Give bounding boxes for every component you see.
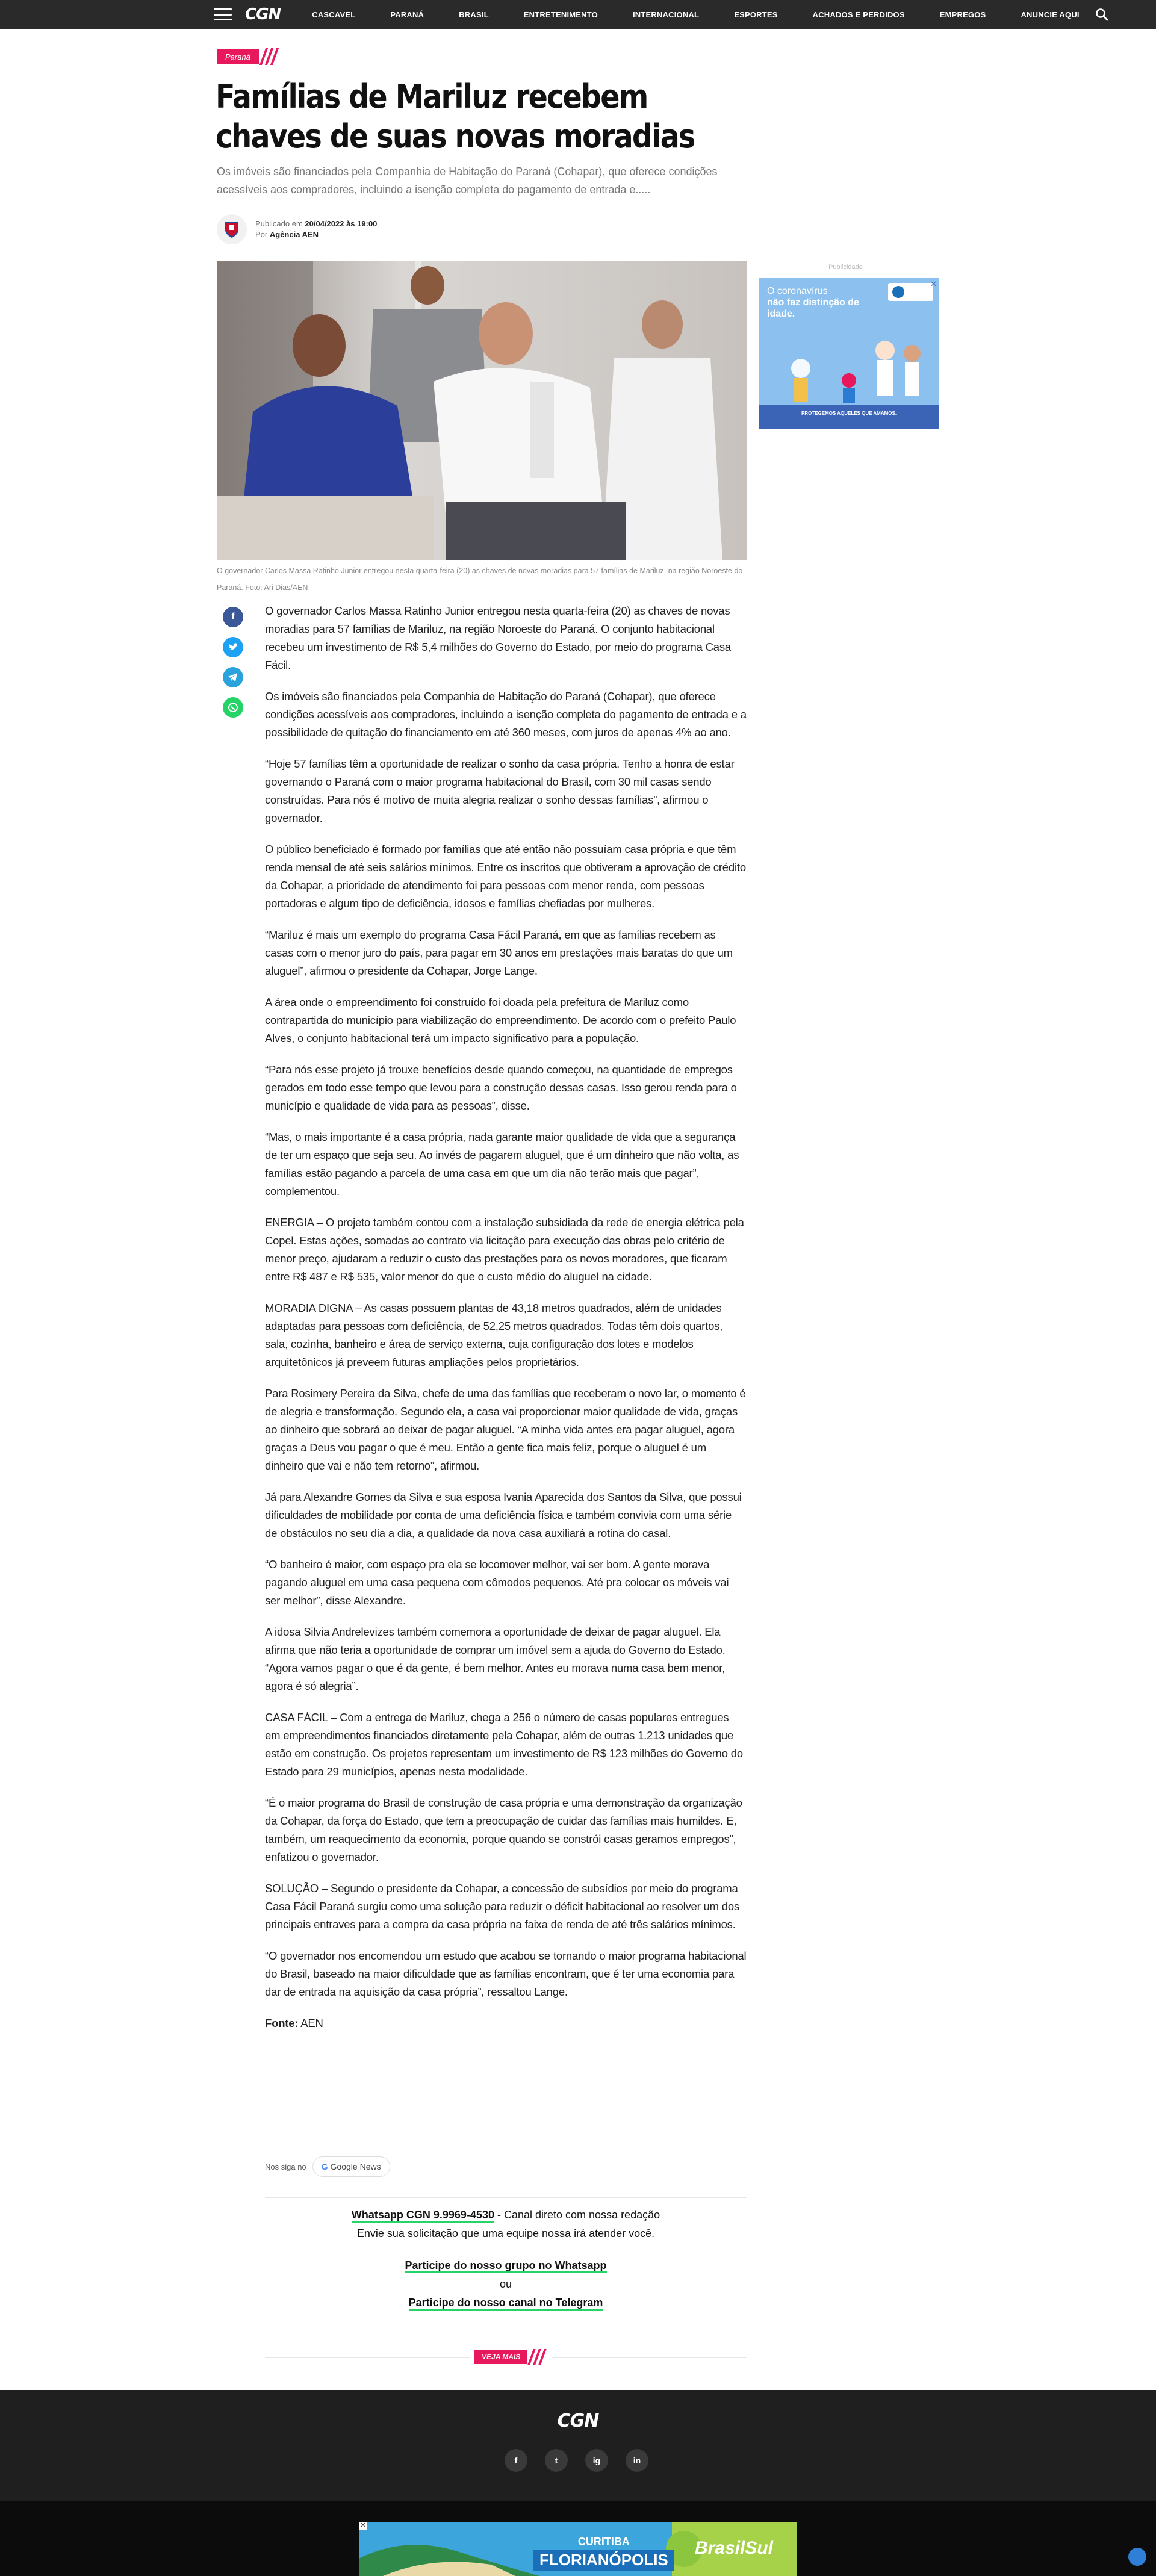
banner-brand: BrasilSul xyxy=(694,2538,773,2558)
nav-link-anuncie[interactable]: ANUNCIE AQUI xyxy=(1021,10,1080,19)
share-bar xyxy=(223,607,243,727)
category-tag[interactable] xyxy=(217,48,279,65)
source-name: AEN xyxy=(300,2017,323,2029)
article-body xyxy=(265,602,747,2046)
whatsapp-share-icon[interactable] xyxy=(223,697,243,718)
paragraph: “Para nós esse projeto já trouxe benefícios desde quando começou, na quantidade de empregos gerados em todo esse tempo que levou para a construção dessas casas. Isso gerou renda para o município e qualidade de vida para as pessoas”, disse. xyxy=(265,1063,737,1112)
ad-label: Publicidade xyxy=(828,264,863,271)
instagram-icon[interactable]: ig xyxy=(585,2449,608,2472)
nav-link-cascavel[interactable]: CASCAVEL xyxy=(312,10,356,19)
twitter-icon[interactable]: t xyxy=(545,2449,568,2472)
ad-footer: PROTEGEMOS AQUELES QUE AMAMOS. xyxy=(801,411,897,416)
paragraph: “Mas, o mais importante é a casa própria, nada garante maior qualidade de vida que a segurança de ter um espaço que seja seu. Ao invés de pagarem aluguel, que é um dinheiro que não volta, as famílias estão pagando a parcela de uma casa em que um dia não terão mais que pagar”, complementou. xyxy=(265,1131,739,1197)
twitter-share-icon[interactable] xyxy=(223,637,243,657)
paragraph: SOLUÇÃO – Segundo o presidente da Cohapar, a concessão de subsídios por meio do programa Casa Fácil Paraná surgiu como uma solução para reduzir o déficit habitacional ao resolver um dos principais entraves para a compra da casa própria na faixa de renda de até três salários mínimos. xyxy=(265,1882,740,1931)
ad-line-1: O coronavírus xyxy=(767,286,828,296)
sidebar-ad[interactable] xyxy=(759,278,939,429)
menu-icon[interactable] xyxy=(214,8,232,20)
paragraph: “É o maior programa do Brasil de construção de casa própria e uma demonstração da organização da Cohapar, da força do Estado, que tem a preocupação de cuidar das famílias mais humildes. E, também, um reaquecimento da economia, porque quando se constrói casas geramos empregos”, enfatizou o governador. xyxy=(265,1796,742,1863)
contact-cta xyxy=(265,2206,747,2312)
follow-label: Nos siga no xyxy=(265,2162,306,2171)
whatsapp-channel-text: - Canal direto com nossa redação xyxy=(494,2209,660,2221)
bottom-banner-ad[interactable] xyxy=(359,2522,797,2576)
paragraph: “O banheiro é maior, com espaço pra ela se locomover melhor, vai ser bom. A gente morava pagando aluguel em uma casa pequena com cômodos pequenos. Até pra colocar os móveis vai ser melhor”, disse Alexandre. xyxy=(265,1558,729,1607)
source-line xyxy=(265,2014,747,2032)
chat-bubble-icon[interactable] xyxy=(1128,2548,1146,2566)
cta-line-2: Envie sua solicitação que uma equipe nossa irá atender você. xyxy=(356,2227,655,2239)
author-name[interactable]: Agência AEN xyxy=(269,230,319,239)
ad-line-2: não faz distinção de idade. xyxy=(767,297,859,319)
nav-link-empregos[interactable]: EMPREGOS xyxy=(939,10,986,19)
ad-close-icon[interactable]: ✕ xyxy=(930,279,937,288)
whatsapp-group-link[interactable]: Participe do nosso grupo no Whatsapp xyxy=(405,2259,606,2273)
facebook-share-icon[interactable]: f xyxy=(223,607,243,627)
search-icon[interactable] xyxy=(1095,8,1108,21)
banner-route xyxy=(533,2536,674,2571)
nav-link-internacional[interactable]: INTERNACIONAL xyxy=(632,10,700,19)
category-stripes xyxy=(263,48,279,65)
telegram-share-icon[interactable] xyxy=(223,667,243,687)
article-subtitle: Os imóveis são financiados pela Companhia de Habitação do Paraná (Cohapar), que oferece condições acessíveis aos compradores, incluindo a isenção completa do pagamento de entrada e..... xyxy=(217,166,718,196)
author-avatar xyxy=(217,214,247,244)
google-news-label: Google News xyxy=(330,2162,381,2171)
site-footer xyxy=(0,2390,1156,2501)
banner-close-icon[interactable]: ✕ xyxy=(359,2522,367,2530)
follow-row xyxy=(265,2156,390,2177)
category-label[interactable]: Paraná xyxy=(217,49,259,64)
paragraph: “Mariluz é mais um exemplo do programa Casa Fácil Paraná, em que as famílias recebem as casas com o menor juro do país, para pagar em 30 anos em prestações mais baratas do que um aluguel”, afirmou o presidente da Cohapar, Jorge Lange. xyxy=(265,928,733,977)
whatsapp-channel-link[interactable]: Whatsapp CGN 9.9969-4530 xyxy=(352,2209,494,2223)
parana-crest-icon xyxy=(224,220,240,238)
paragraph: O público beneficiado é formado por famílias que até então não possuíam casa própria e que têm renda mensal de até seis salários mínimos. Entre os inscritos que obtiveram a aprovação de crédito da Cohapar, a prioridade de atendimento foi para pessoas com menor renda, com pessoas portadoras e algum tipo de deficiência, idosos e famílias chefiadas por mulheres. xyxy=(265,843,746,910)
byline-meta xyxy=(255,219,377,240)
source-label: Fonte: xyxy=(265,2017,299,2029)
author-label: Por xyxy=(255,230,268,239)
telegram-channel-link[interactable]: Participe do nosso canal no Telegram xyxy=(409,2297,603,2311)
linkedin-icon[interactable]: in xyxy=(626,2449,648,2472)
google-icon: G xyxy=(321,2162,328,2171)
google-news-button[interactable] xyxy=(312,2156,390,2177)
paragraph: “Hoje 57 famílias têm a oportunidade de realizar o sonho da casa própria. Tenho a honra de estar governando o Paraná com o maior programa habitacional do Brasil, com 30 mil casas sendo construídas. Para nós é motivo de muita alegria realizar o sonho dessas famílias”, afirmou o governador. xyxy=(265,757,735,824)
paragraph: A área onde o empreendimento foi construído foi doada pela prefeitura de Mariluz como contrapartida do município para viabilização do empreendimento. De acordo com o prefeito Paulo Alves, o conjunto habitacional terá um impacto significativo para a população. xyxy=(265,996,736,1044)
nav-link-achados-perdidos[interactable]: ACHADOS E PERDIDOS xyxy=(812,10,905,19)
paragraph: Para Rosimery Pereira da Silva, chefe de uma das famílias que receberam o novo lar, o momento é de alegria e transformação. Segundo ela, a casa vai proporcionar maior qualidade de vida, graças ao dinheiro que sobrará ao deixar de pagar aluguel. “A minha vida antes era pagar aluguel, agora graças a Deus vou pagar o que é meu. Então a gente fica mais feliz, porque o aluguel é um dinheiro que vai e não tem retorno”, afirmou. xyxy=(265,1387,746,1472)
top-navbar xyxy=(0,0,1156,29)
paragraph: CASA FÁCIL – Com a entrega de Mariluz, chega a 256 o número de casas populares entregues em empreendimentos financiados diretamente pela Cohapar, além de outras 1.213 unidades que estão em construção. Os projetos representam um investimento de R$ 123 milhões do Governo do Estado para 29 municípios, apenas nesta modalidade. xyxy=(265,1711,743,1778)
byline xyxy=(217,214,377,244)
veja-mais-label[interactable]: VEJA MAIS xyxy=(474,2350,527,2364)
paragraph: ENERGIA – O projeto também contou com a instalação subsidiada da rede de energia elétrica pela Copel. Estas ações, somadas ao contrato via licitação para execução das obras pelo critério de menor preço, ajudaram a reduzir o custo das prestações para os novos moradores, que ficaram entre R$ 487 e R$ 535, valor menor do que o custo médio do aluguel na cidade. xyxy=(265,1216,744,1283)
cta-or: ou xyxy=(499,2278,512,2290)
banner-line-2: FLORIANÓPOLIS xyxy=(533,2550,674,2571)
veja-mais-tag[interactable] xyxy=(470,2349,552,2365)
divider xyxy=(265,2197,747,2198)
paragraph: Já para Alexandre Gomes da Silva e sua esposa Ivania Aparecida dos Santos da Silva, que possui dificuldades de mobilidade por conta de uma deficiência física e também convivia com uma série de obstáculos no seu dia a dia, a qualidade da nova casa auxiliará a rotina do casal. xyxy=(265,1491,742,1539)
article-title: Famílias de Mariluz recebem chaves de suas novas moradias xyxy=(216,78,695,155)
veja-mais-stripes xyxy=(530,2349,547,2365)
paragraph: Os imóveis são financiados pela Companhia de Habitação do Paraná (Cohapar), que oferece condições acessíveis aos compradores, incluindo a isenção completa do pagamento de entrada e a possibilidade de quitação do financiamento em até 360 meses, com juros de apenas 4% ao ano. xyxy=(265,690,747,739)
paragraph: O governador Carlos Massa Ratinho Junior entregou nesta quarta-feira (20) as chaves de novas moradias para 57 famílias de Mariluz, na região Noroeste do Paraná. O conjunto habitacional recebeu um investimento de R$ 5,4 milhões do Governo do Estado, por meio do programa Casa Fácil. xyxy=(265,604,732,671)
hero-caption: O governador Carlos Massa Ratinho Junior entregou nesta quarta-feira (20) as chaves de novas moradias para 57 famílias de Mariluz, na região Noroeste do Paraná. Foto: Ari Dias/AEN xyxy=(217,566,743,592)
paragraph: A idosa Silvia Andrelevizes também comemora a oportunidade de deixar de pagar aluguel. Ela afirma que não teria a oportunidade de comprar um imóvel sem a ajuda do Governo do Estado. “Agora vamos pagar o que é da gente, é bem melhor. Antes eu morava numa casa bem menor, agora é só alegria”. xyxy=(265,1625,726,1692)
footer-social xyxy=(505,2449,666,2472)
banner-line-1: CURITIBA xyxy=(577,2536,630,2548)
nav-link-brasil[interactable]: BRASIL xyxy=(459,10,489,19)
published-label: Publicado em xyxy=(255,219,303,228)
nav-link-parana[interactable]: PARANÁ xyxy=(390,10,424,19)
nav-link-esportes[interactable]: ESPORTES xyxy=(734,10,778,19)
site-logo[interactable]: CGN xyxy=(245,5,281,23)
hero-photo xyxy=(217,261,747,560)
main-nav xyxy=(312,10,1095,19)
nav-link-entretenimento[interactable]: ENTRETENIMENTO xyxy=(523,10,598,19)
footer-logo[interactable]: CGN xyxy=(557,2410,599,2432)
published-date: 20/04/2022 às 19:00 xyxy=(305,219,378,228)
paragraph: MORADIA DIGNA – As casas possuem plantas de 43,18 metros quadrados, além de unidades adaptadas para pessoas com deficiência, de 52,25 metros quadrados. Todas têm dois quartos, sala, cozinha, banheiro e área de serviço externa, cuja configuração dos lotes e modelos arquitetônicos já preveem futuras ampliações pelos proprietários. xyxy=(265,1302,723,1368)
facebook-icon[interactable]: f xyxy=(505,2449,527,2472)
paragraph: “O governador nos encomendou um estudo que acabou se tornando o maior programa habitacional do Brasil, baseado na maior dificuldade que as famílias encontram, que é ter uma economia para dar de entrada na aquisição da casa própria”, ressaltou Lange. xyxy=(265,1949,747,1998)
